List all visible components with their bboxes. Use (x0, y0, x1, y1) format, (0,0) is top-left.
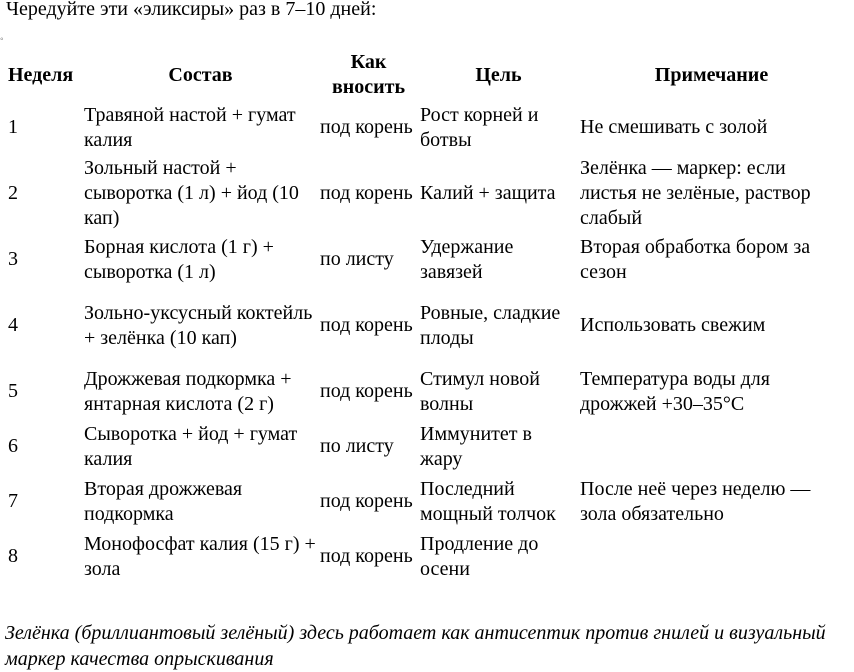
note-cell: После неё через неделю — зола обязательно (580, 477, 811, 525)
method-cell: под корень (320, 116, 413, 138)
col-header-composition: Состав (168, 63, 233, 86)
table-row (3, 474, 843, 529)
method-cell: под корень (320, 490, 413, 512)
col-header-goal: Цель (475, 63, 522, 86)
composition-cell: Сыворотка + йод + гумат калия (84, 422, 298, 470)
method-cell: под корень (320, 380, 413, 402)
paragraph-mark: ◦ (0, 34, 4, 45)
note-cell: Зелёнка — маркер: если листья не зелёные, раствор слабый (580, 157, 811, 229)
composition-cell: Вторая дрожжевая подкормка (84, 477, 243, 525)
col-header-note: Примечание (654, 63, 769, 86)
note-cell: Не смешивать с золой (580, 116, 768, 138)
table-row (3, 529, 843, 584)
goal-cell: Ровные, сладкие плоды (420, 301, 561, 349)
week-cell: 5 (8, 380, 18, 402)
note-cell (577, 529, 843, 584)
goal-cell: Стимул новой волны (420, 367, 540, 415)
week-cell: 2 (8, 182, 18, 204)
table-row (3, 155, 843, 232)
composition-cell: Зольно-уксусный коктейль + зелёнка (10 кап) (84, 301, 313, 349)
method-cell: по листу (320, 435, 394, 457)
week-cell: 1 (8, 116, 18, 138)
table-row (3, 364, 843, 419)
note-cell: Вторая обработка бором за сезон (580, 235, 811, 283)
col-header-week: Неделя (8, 63, 74, 86)
table-row (3, 287, 843, 364)
note-cell: Использовать свежим (580, 314, 766, 336)
schedule-table (3, 50, 843, 584)
goal-cell: Иммунитет в жару (420, 422, 532, 470)
table-header-row (3, 50, 843, 100)
method-cell: под корень (320, 182, 413, 204)
goal-cell: Продление до осени (420, 532, 539, 580)
goal-cell: Последний мощный толчок (420, 477, 556, 525)
week-cell: 4 (8, 314, 18, 336)
composition-cell: Монофосфат калия (15 г) + зола (84, 532, 316, 580)
table-row (3, 419, 843, 474)
week-cell: 8 (8, 545, 18, 567)
week-cell: 7 (8, 490, 18, 512)
week-cell: 3 (8, 248, 18, 270)
week-cell: 6 (8, 435, 18, 457)
method-cell: под корень (320, 545, 413, 567)
table-row (3, 232, 843, 287)
col-header-method: Как вносить (331, 51, 406, 98)
composition-cell: Травяной настой + гумат калия (84, 103, 296, 151)
composition-cell: Зольный настой + сыворотка (1 л) + йод (10 кап) (84, 157, 299, 229)
goal-cell: Калий + защита (420, 182, 556, 204)
goal-cell: Рост корней и ботвы (420, 103, 539, 151)
composition-cell: Борная кислота (1 г) + сыворотка (1 л) (84, 235, 274, 283)
composition-cell: Дрожжевая подкормка + янтарная кислота (2 г) (84, 367, 292, 415)
note-cell (577, 419, 843, 474)
method-cell: под корень (320, 314, 413, 336)
footnote: Зелёнка (бриллиантовый зелёный) здесь работает как антисептик против гнилей и визуальный маркер качества опрыскивания (5, 622, 826, 670)
table-row (3, 100, 843, 155)
method-cell: по листу (320, 248, 394, 270)
goal-cell: Удержание завязей (420, 235, 514, 283)
note-cell: Температура воды для дрожжей +30–35°C (580, 367, 770, 415)
intro-text: Чередуйте эти «эликсиры» раз в 7–10 дней: (6, 0, 377, 20)
